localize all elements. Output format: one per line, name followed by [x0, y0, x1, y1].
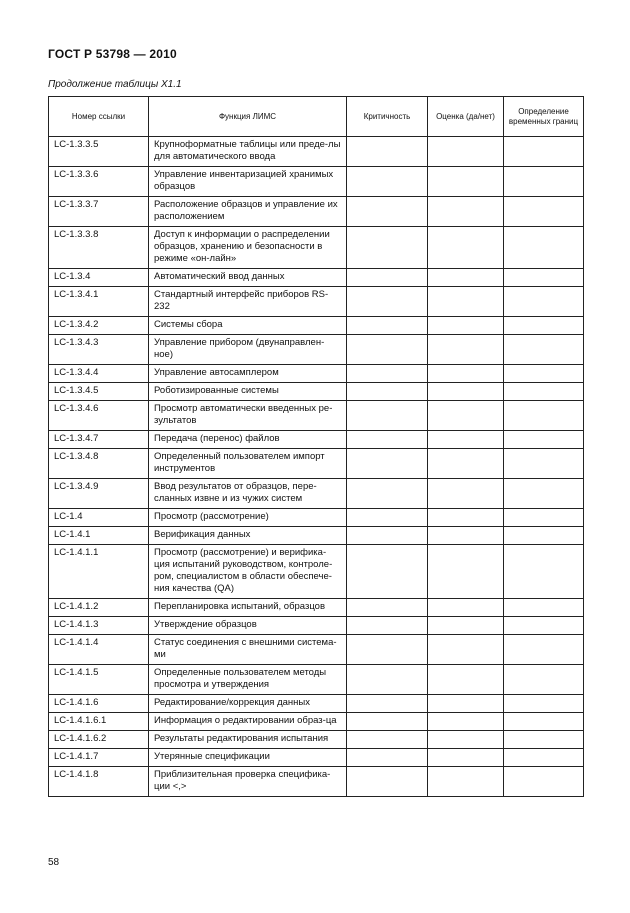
table-row — [49, 401, 584, 431]
assessment-cell — [428, 731, 504, 749]
ref-cell: LC-1.4.1 — [49, 527, 149, 545]
criticality-cell — [347, 167, 428, 197]
ref-cell: LC-1.3.3.7 — [49, 197, 149, 227]
ref-cell: LC-1.3.4.9 — [49, 479, 149, 509]
assessment-cell — [428, 317, 504, 335]
criticality-cell — [347, 269, 428, 287]
table-row — [49, 365, 584, 383]
time-limits-cell — [504, 479, 584, 509]
function-cell: Информация о редактировании образ-ца — [149, 713, 347, 731]
table-row — [49, 227, 584, 269]
assessment-cell — [428, 167, 504, 197]
criticality-cell — [347, 635, 428, 665]
ref-cell: LC-1.3.4.7 — [49, 431, 149, 449]
table-row — [49, 383, 584, 401]
criticality-cell — [347, 137, 428, 167]
assessment-cell — [428, 767, 504, 797]
time-limits-cell — [504, 167, 584, 197]
criticality-cell — [347, 317, 428, 335]
time-limits-cell — [504, 749, 584, 767]
table-row — [49, 197, 584, 227]
table-row — [49, 713, 584, 731]
criticality-cell — [347, 401, 428, 431]
ref-cell: LC-1.4.1.6.2 — [49, 731, 149, 749]
assessment-cell — [428, 431, 504, 449]
criticality-cell — [347, 527, 428, 545]
assessment-cell — [428, 269, 504, 287]
criticality-cell — [347, 599, 428, 617]
function-cell: Определенные пользователем методы просмотра и утверждения — [149, 665, 347, 695]
table-row — [49, 167, 584, 197]
criticality-cell — [347, 365, 428, 383]
time-limits-cell — [504, 509, 584, 527]
table-row — [49, 287, 584, 317]
table-row — [49, 749, 584, 767]
ref-cell: LC-1.3.4.6 — [49, 401, 149, 431]
criticality-cell — [347, 479, 428, 509]
time-limits-cell — [504, 695, 584, 713]
function-cell: Статус соединения с внешними система-ми — [149, 635, 347, 665]
ref-cell: LC-1.3.3.5 — [49, 137, 149, 167]
table-row — [49, 527, 584, 545]
criticality-cell — [347, 731, 428, 749]
function-cell: Верификация данных — [149, 527, 347, 545]
ref-cell: LC-1.3.4.4 — [49, 365, 149, 383]
assessment-cell — [428, 287, 504, 317]
ref-cell: LC-1.4 — [49, 509, 149, 527]
criticality-cell — [347, 767, 428, 797]
time-limits-cell — [504, 227, 584, 269]
time-limits-cell — [504, 635, 584, 665]
ref-cell: LC-1.4.1.6.1 — [49, 713, 149, 731]
table-row — [49, 599, 584, 617]
criticality-cell — [347, 509, 428, 527]
function-cell: Определенный пользователем импорт инструментов — [149, 449, 347, 479]
function-cell: Автоматический ввод данных — [149, 269, 347, 287]
column-header-time-limits: Определение временных границ — [504, 97, 584, 137]
function-cell: Просмотр (рассмотрение) и верифика-ция испытаний руководством, контроле-ром, специалистом в области обеспече-ния качества (QA) — [149, 545, 347, 599]
assessment-cell — [428, 137, 504, 167]
table-row — [49, 695, 584, 713]
ref-cell: LC-1.4.1.5 — [49, 665, 149, 695]
time-limits-cell — [504, 317, 584, 335]
criticality-cell — [347, 665, 428, 695]
function-cell: Доступ к информации о распределении образцов, хранению и безопасности в режиме «он-лайн» — [149, 227, 347, 269]
time-limits-cell — [504, 137, 584, 167]
table-row — [49, 269, 584, 287]
table-caption: Продолжение таблицы X1.1 — [48, 79, 182, 90]
column-header-function: Функция ЛИМС — [149, 97, 347, 137]
criticality-cell — [347, 335, 428, 365]
criticality-cell — [347, 431, 428, 449]
time-limits-cell — [504, 527, 584, 545]
function-cell: Стандартный интерфейс приборов RS-232 — [149, 287, 347, 317]
ref-cell: LC-1.3.4.3 — [49, 335, 149, 365]
table-body — [49, 137, 584, 797]
function-cell: Крупноформатные таблицы или преде-лы для автоматического ввода — [149, 137, 347, 167]
ref-cell: LC-1.3.4.2 — [49, 317, 149, 335]
criticality-cell — [347, 713, 428, 731]
assessment-cell — [428, 449, 504, 479]
function-cell: Перепланировка испытаний, образцов — [149, 599, 347, 617]
criticality-cell — [347, 197, 428, 227]
lims-functions-table — [48, 96, 584, 797]
ref-cell: LC-1.3.3.6 — [49, 167, 149, 197]
criticality-cell — [347, 545, 428, 599]
ref-cell: LC-1.3.3.8 — [49, 227, 149, 269]
function-cell: Просмотр (рассмотрение) — [149, 509, 347, 527]
ref-cell: LC-1.4.1.3 — [49, 617, 149, 635]
assessment-cell — [428, 383, 504, 401]
assessment-cell — [428, 617, 504, 635]
time-limits-cell — [504, 617, 584, 635]
criticality-cell — [347, 287, 428, 317]
column-header-ref: Номер ссылки — [49, 97, 149, 137]
function-cell: Приблизительная проверка специфика-ции <,> — [149, 767, 347, 797]
assessment-cell — [428, 599, 504, 617]
criticality-cell — [347, 227, 428, 269]
time-limits-cell — [504, 197, 584, 227]
time-limits-cell — [504, 365, 584, 383]
time-limits-cell — [504, 665, 584, 695]
assessment-cell — [428, 509, 504, 527]
assessment-cell — [428, 479, 504, 509]
table-row — [49, 479, 584, 509]
assessment-cell — [428, 527, 504, 545]
function-cell: Роботизированные системы — [149, 383, 347, 401]
time-limits-cell — [504, 269, 584, 287]
ref-cell: LC-1.4.1.1 — [49, 545, 149, 599]
table-row — [49, 431, 584, 449]
function-cell: Передача (перенос) файлов — [149, 431, 347, 449]
function-cell: Ввод результатов от образцов, пере-сланных извне и из чужих систем — [149, 479, 347, 509]
ref-cell: LC-1.4.1.7 — [49, 749, 149, 767]
column-header-assessment: Оценка (да/нет) — [428, 97, 504, 137]
table-row — [49, 617, 584, 635]
time-limits-cell — [504, 545, 584, 599]
time-limits-cell — [504, 335, 584, 365]
ref-cell: LC-1.3.4 — [49, 269, 149, 287]
assessment-cell — [428, 227, 504, 269]
assessment-cell — [428, 401, 504, 431]
function-cell: Результаты редактирования испытания — [149, 731, 347, 749]
function-cell: Просмотр автоматически введенных ре-зультатов — [149, 401, 347, 431]
ref-cell: LC-1.4.1.8 — [49, 767, 149, 797]
table-row — [49, 509, 584, 527]
function-cell: Управление инвентаризацией хранимых образцов — [149, 167, 347, 197]
page-number: 58 — [48, 857, 60, 868]
time-limits-cell — [504, 287, 584, 317]
table-row — [49, 545, 584, 599]
criticality-cell — [347, 749, 428, 767]
function-cell: Утерянные спецификации — [149, 749, 347, 767]
time-limits-cell — [504, 401, 584, 431]
assessment-cell — [428, 335, 504, 365]
criticality-cell — [347, 617, 428, 635]
criticality-cell — [347, 383, 428, 401]
criticality-cell — [347, 449, 428, 479]
ref-cell: LC-1.4.1.4 — [49, 635, 149, 665]
table-row — [49, 731, 584, 749]
assessment-cell — [428, 665, 504, 695]
ref-cell: LC-1.4.1.6 — [49, 695, 149, 713]
column-header-criticality: Критичность — [347, 97, 428, 137]
ref-cell: LC-1.3.4.1 — [49, 287, 149, 317]
assessment-cell — [428, 545, 504, 599]
function-cell: Утверждение образцов — [149, 617, 347, 635]
function-cell: Системы сбора — [149, 317, 347, 335]
time-limits-cell — [504, 767, 584, 797]
time-limits-cell — [504, 383, 584, 401]
time-limits-cell — [504, 431, 584, 449]
table-row — [49, 665, 584, 695]
ref-cell: LC-1.4.1.2 — [49, 599, 149, 617]
table-header-row — [49, 97, 584, 137]
time-limits-cell — [504, 713, 584, 731]
function-cell: Управление автосамплером — [149, 365, 347, 383]
table-row — [49, 137, 584, 167]
assessment-cell — [428, 635, 504, 665]
function-cell: Управление прибором (двунаправлен-ное) — [149, 335, 347, 365]
assessment-cell — [428, 713, 504, 731]
ref-cell: LC-1.3.4.8 — [49, 449, 149, 479]
table-row — [49, 635, 584, 665]
table-row — [49, 449, 584, 479]
assessment-cell — [428, 365, 504, 383]
time-limits-cell — [504, 449, 584, 479]
time-limits-cell — [504, 731, 584, 749]
ref-cell: LC-1.3.4.5 — [49, 383, 149, 401]
document-header: ГОСТ Р 53798 — 2010 — [48, 47, 177, 61]
function-cell: Редактирование/коррекция данных — [149, 695, 347, 713]
table-row — [49, 335, 584, 365]
function-cell: Расположение образцов и управление их расположением — [149, 197, 347, 227]
table-row — [49, 317, 584, 335]
criticality-cell — [347, 695, 428, 713]
assessment-cell — [428, 197, 504, 227]
assessment-cell — [428, 695, 504, 713]
table-row — [49, 767, 584, 797]
assessment-cell — [428, 749, 504, 767]
time-limits-cell — [504, 599, 584, 617]
